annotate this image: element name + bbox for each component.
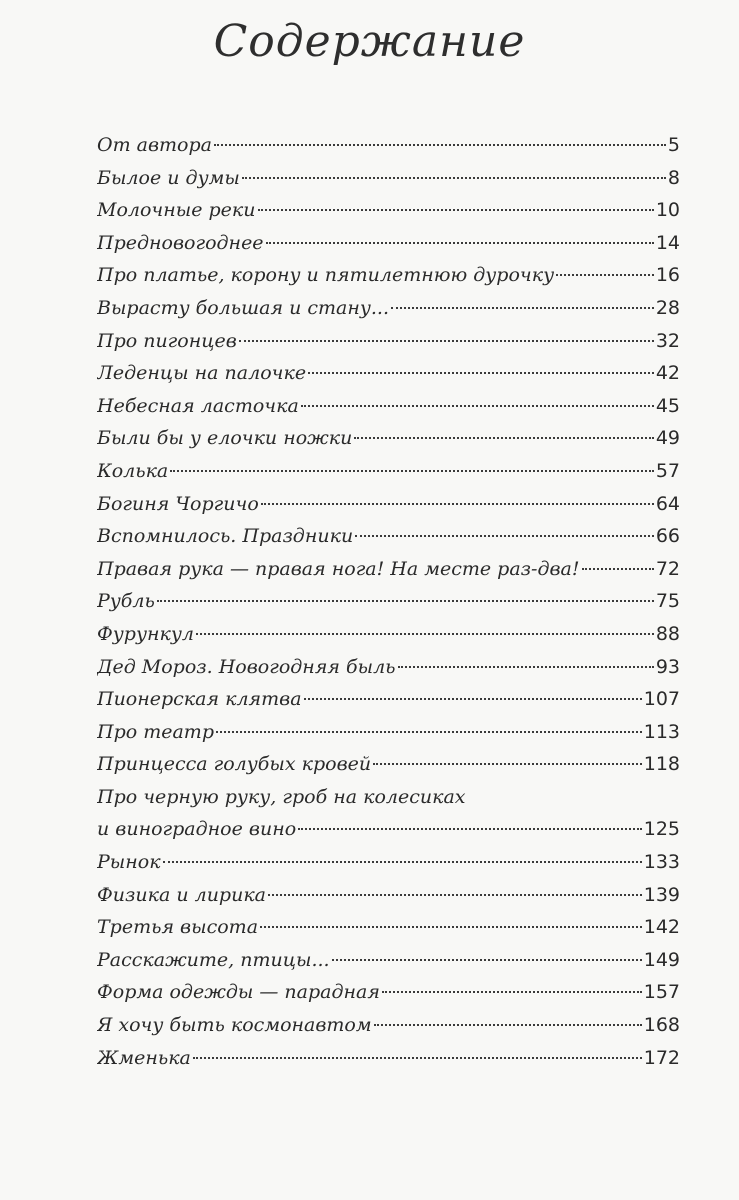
dot-leader (382, 991, 642, 993)
dot-leader (556, 274, 654, 276)
toc-entry-title: Молочные реки (97, 199, 256, 222)
toc-entry[interactable] (97, 976, 680, 1009)
toc-entry-page-number: 66 (655, 525, 680, 548)
dot-leader (260, 926, 642, 928)
toc-entry-title: Пионерская клятва (97, 688, 302, 711)
dot-leader (170, 470, 654, 472)
toc-entry-page-number: 45 (655, 394, 680, 417)
toc-entry[interactable] (97, 422, 680, 455)
toc-entry-title: Я хочу быть космонавтом (97, 1014, 372, 1037)
toc-entry-title: Предновогоднее (97, 231, 264, 254)
dot-leader (258, 209, 654, 211)
toc-entry-page-number: 168 (643, 1014, 680, 1037)
dot-leader (261, 503, 654, 505)
toc-entry[interactable] (97, 325, 680, 358)
toc-entry[interactable] (97, 618, 680, 651)
toc-entry-page-number: 16 (655, 264, 680, 287)
dot-leader (332, 959, 642, 961)
dot-leader (398, 666, 654, 668)
dot-leader (301, 405, 654, 407)
toc-entry-page-number: 5 (667, 134, 680, 156)
dot-leader (308, 372, 654, 374)
toc-entry[interactable] (97, 259, 680, 292)
toc-list (97, 129, 680, 1074)
toc-entry-page-number: 88 (655, 622, 680, 645)
toc-entry-title: Третья высота (97, 916, 259, 939)
toc-entry[interactable] (97, 651, 680, 684)
toc-entry-title: Леденцы на палочке (97, 362, 307, 385)
dot-leader (374, 1024, 642, 1026)
dot-leader (163, 861, 642, 863)
dot-leader (193, 1057, 642, 1059)
toc-entry[interactable] (97, 520, 680, 553)
dot-leader (268, 894, 642, 896)
dot-leader (298, 828, 642, 830)
toc-entry-page-number: 10 (655, 199, 680, 222)
toc-entry-title: Про пигонцев (97, 329, 237, 352)
toc-entry-page-number: 49 (655, 427, 680, 450)
toc-entry[interactable] (97, 129, 680, 162)
toc-entry[interactable] (97, 585, 680, 618)
toc-entry-page-number: 125 (643, 818, 680, 841)
toc-entry[interactable] (97, 879, 680, 912)
dot-leader (373, 763, 642, 765)
toc-entry-page-number: 8 (667, 166, 680, 189)
toc-entry-page-number: 133 (643, 851, 680, 874)
toc-entry-title: и виноградное вино (97, 818, 297, 841)
toc-entry[interactable] (97, 357, 680, 390)
toc-entry-page-number: 172 (643, 1046, 680, 1069)
dot-leader (391, 307, 654, 309)
toc-entry-title: Вырасту большая и стану... (97, 296, 389, 319)
toc-entry-page-number: 57 (655, 459, 680, 482)
toc-entry-page-number: 149 (643, 948, 680, 971)
toc-entry-title: Про платье, корону и пятилетнюю дурочку (97, 264, 555, 287)
toc-entry-title: Форма одежды — парадная (97, 981, 380, 1004)
toc-entry-title: Рынок (97, 851, 161, 874)
toc-entry[interactable] (97, 813, 680, 846)
toc-entry[interactable] (97, 716, 680, 749)
toc-entry[interactable] (97, 944, 680, 977)
dot-leader (216, 731, 642, 733)
toc-entry[interactable] (97, 488, 680, 521)
toc-entry-title: Небесная ласточка (97, 394, 299, 417)
dot-leader (304, 698, 642, 700)
dot-leader (157, 600, 654, 602)
toc-entry-page-number: 14 (655, 231, 680, 254)
toc-entry-title: Про театр (97, 720, 214, 743)
toc-entry-title: Дед Мороз. Новогодняя быль (97, 655, 396, 678)
toc-entry[interactable] (97, 846, 680, 879)
toc-entry-title: Физика и лирика (97, 883, 267, 906)
dot-leader (355, 535, 654, 537)
toc-entry[interactable] (97, 455, 680, 488)
toc-entry-title: Были бы у елочки ножки (97, 427, 353, 450)
page-title: Содержание (213, 16, 526, 67)
toc-entry-title: Про черную руку, гроб на колесиках (97, 785, 466, 808)
toc-entry-title: Правая рука — правая нога! На месте раз-два! (97, 557, 580, 580)
toc-entry[interactable] (97, 911, 680, 944)
toc-entry-page-number: 118 (643, 753, 680, 776)
toc-entry-page-number: 28 (655, 296, 680, 319)
toc-entry-page-number: 142 (643, 916, 680, 939)
toc-entry[interactable] (97, 390, 680, 423)
toc-entry-page-number: 93 (655, 655, 680, 678)
dot-leader (266, 242, 654, 244)
toc-entry-page-number: 64 (655, 492, 680, 515)
toc-entry-page-number: 42 (655, 362, 680, 385)
toc-entry-title: Богиня Чоргичо (97, 492, 259, 515)
toc-entry-page-number: 157 (643, 981, 680, 1004)
toc-entry-title: Расскажите, птицы... (97, 948, 330, 971)
toc-entry-page-number: 107 (643, 688, 680, 711)
toc-entry-page-number: 72 (655, 557, 680, 580)
toc-entry-title: Рубль (97, 590, 155, 613)
toc-entry[interactable] (97, 553, 680, 586)
dot-leader (582, 568, 654, 570)
dot-leader (196, 633, 654, 635)
toc-entry[interactable] (97, 162, 680, 195)
toc-entry-title: Принцесса голубых кровей (97, 753, 372, 776)
toc-entry-title: Вспомнилось. Праздники (97, 525, 354, 548)
dot-leader (354, 437, 653, 439)
toc-entry-title: Былое и думы (97, 166, 240, 189)
toc-entry-page-number: 32 (655, 329, 680, 352)
toc-entry-title: Жменька (97, 1046, 191, 1069)
toc-entry-page-number: 113 (643, 720, 680, 743)
toc-entry[interactable] (97, 194, 680, 227)
toc-entry[interactable] (97, 1009, 680, 1042)
toc-entry-page-number: 139 (643, 883, 680, 906)
toc-entry-page-number: 75 (655, 590, 680, 613)
toc-entry[interactable] (97, 292, 680, 325)
toc-entry-title: Фурункул (97, 622, 194, 645)
toc-entry-title: От автора (97, 134, 212, 156)
dot-leader (242, 177, 666, 179)
toc-entry[interactable] (97, 683, 680, 716)
toc-entry[interactable] (97, 748, 680, 781)
toc-entry[interactable] (97, 1042, 680, 1075)
toc-entry-title: Колька (97, 459, 169, 482)
toc-entry[interactable] (97, 227, 680, 260)
dot-leader (239, 340, 654, 342)
toc-entry[interactable] (97, 781, 680, 814)
dot-leader (214, 144, 666, 146)
